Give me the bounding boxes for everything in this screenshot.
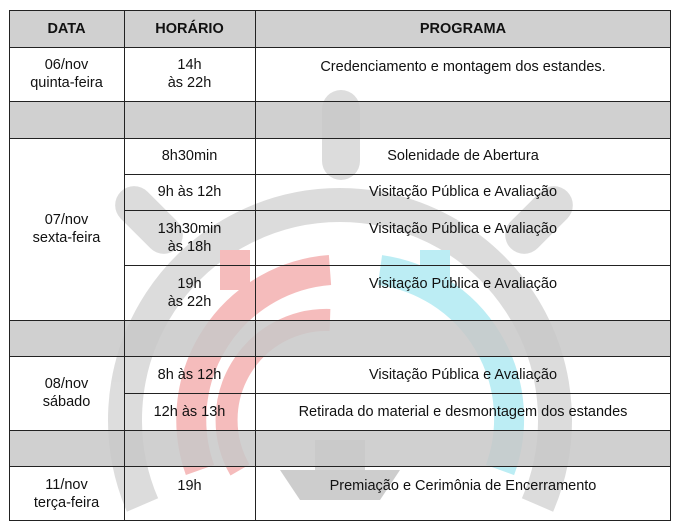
- weekday: sexta-feira: [32, 230, 101, 246]
- date: 11/nov: [45, 476, 88, 493]
- time-start: 19h: [177, 275, 202, 292]
- date-cell: [9, 47, 124, 101]
- weekday: quinta-feira: [30, 75, 103, 91]
- time-end: às 22h: [167, 75, 212, 91]
- program-cell: Solenidade de Abertura: [387, 148, 539, 164]
- time-start: 13h30min: [157, 220, 222, 237]
- date-cell: [9, 466, 124, 521]
- program-cell: Visitação Pública e Avaliação: [368, 366, 558, 383]
- program-cell: Visitação Pública e Avaliação: [368, 221, 558, 237]
- time-end: às 22h: [167, 293, 212, 310]
- time-end: às 18h: [167, 238, 212, 255]
- date: 08/nov: [44, 376, 89, 392]
- time-start: 14h: [177, 57, 202, 73]
- weekday: terça-feira: [33, 494, 100, 511]
- time-cell: 19h: [177, 478, 202, 494]
- program-cell: Premiação e Cerimônia de Encerramento: [329, 478, 597, 494]
- program-cell: Visitação Pública e Avaliação: [368, 276, 558, 292]
- separator-row: [9, 101, 671, 138]
- separator-row: [9, 320, 671, 356]
- program-cell: Retirada do material e desmontagem dos estandes: [298, 403, 628, 420]
- date-cell: [9, 356, 124, 430]
- header-program: PROGRAMA: [255, 10, 671, 47]
- time-cell: 9h às 12h: [157, 184, 222, 200]
- time-cell: [124, 265, 255, 320]
- time-cell: [124, 47, 255, 101]
- time-cell: [124, 210, 255, 265]
- separator-row: [9, 430, 671, 466]
- time-cell: 8h30min: [161, 148, 218, 164]
- time-cell: 12h às 13h: [153, 403, 226, 420]
- program-cell: Credenciamento e montagem dos estandes.: [320, 59, 606, 75]
- time-cell: 8h às 12h: [157, 366, 222, 383]
- weekday: sábado: [42, 394, 91, 410]
- date: 07/nov: [44, 212, 89, 228]
- header-time: HORÁRIO: [124, 10, 255, 47]
- header-date: DATA: [9, 10, 124, 47]
- program-cell: Visitação Pública e Avaliação: [368, 184, 558, 200]
- date-cell: [9, 138, 124, 320]
- date: 06/nov: [44, 57, 89, 73]
